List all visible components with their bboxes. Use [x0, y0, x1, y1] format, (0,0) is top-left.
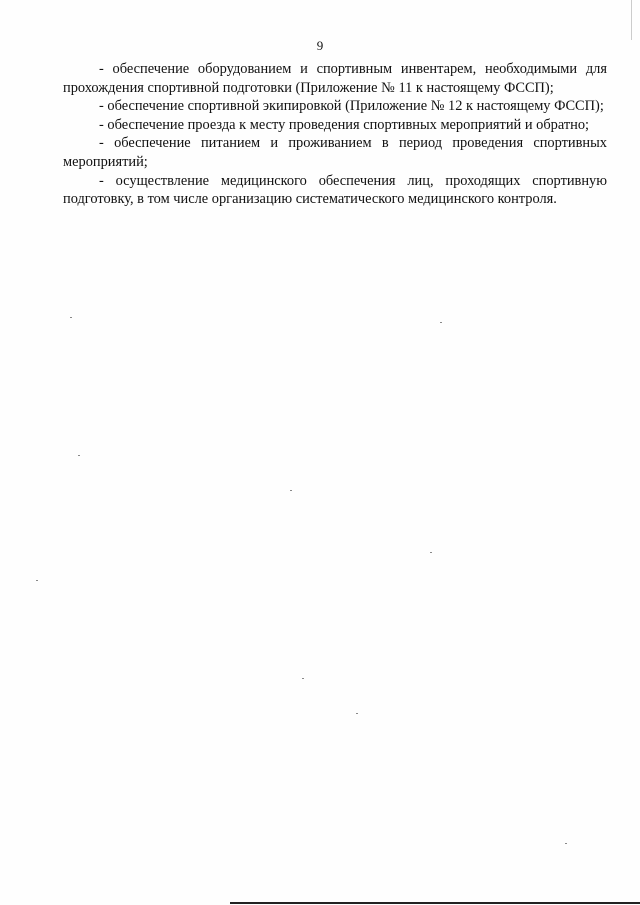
- scan-speck: [302, 678, 304, 679]
- scan-speck: [356, 713, 358, 714]
- document-body: [63, 60, 607, 209]
- scan-speck: [78, 455, 80, 456]
- scan-edge: [230, 902, 640, 904]
- list-item: - обеспечение питанием и проживанием в период проведения спортивных мероприятий;: [63, 135, 607, 170]
- scan-speck: [36, 580, 38, 581]
- scan-speck: [565, 843, 567, 844]
- scan-speck: [290, 490, 292, 491]
- list-item: - осуществление медицинского обеспечения лиц, проходящих спортивную подготовку, в том числе организацию систематического медицинского контроля.: [63, 172, 607, 208]
- list-item: - обеспечение оборудованием и спортивным инвентарем, необходимыми для прохождения спортивной подготовки (Приложение № 11 к настоящему ФССП);: [63, 61, 607, 96]
- scan-edge: [631, 0, 632, 40]
- scan-speck: [440, 322, 442, 323]
- list-item: - обеспечение проезда к месту проведения спортивных мероприятий и обратно;: [99, 116, 590, 133]
- scan-speck: [430, 552, 432, 553]
- scan-speck: [70, 317, 72, 318]
- page-number: 9: [316, 38, 324, 53]
- list-item: - обеспечение спортивной экипировкой (Приложение № 12 к настоящему ФССП);: [99, 98, 604, 115]
